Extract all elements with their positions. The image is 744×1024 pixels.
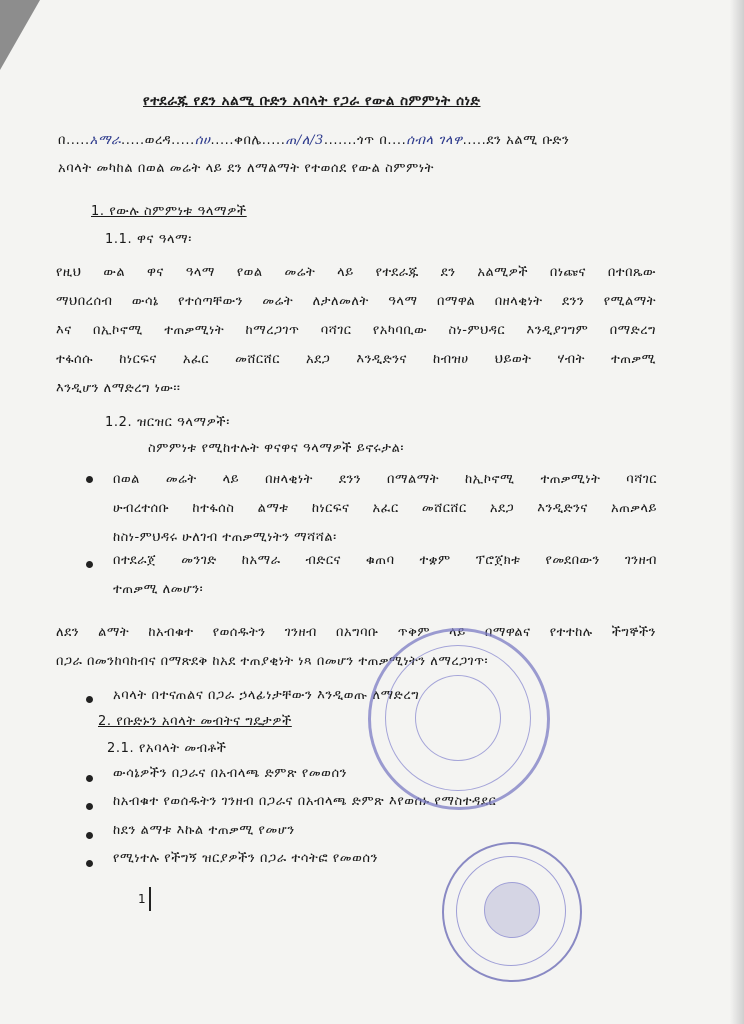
paragraph-line: ማህበረሰብ ውሳኔ የተሰጣቸውን መሬት ለታለመለት ዓላማ በማዋል በዘላቂነት ደንን የሚልማት (56, 294, 656, 309)
rights-item: ከአብቁተ የወሰዱትን ገንዘብ በጋራና በአብላጫ ድምጽ እየወሰኑ የማስተዳደር (113, 794, 497, 809)
bullet-line: ተጠቃሚ ለመሆን፡ (113, 582, 204, 597)
section-2-1-heading: 2.1. የአባላት መብቶች (107, 741, 227, 756)
bullet-dot (86, 561, 93, 568)
rights-item: ከደን ልማቱ እኩል ተጠቃሚ የመሆን (113, 823, 295, 838)
official-stamp (368, 628, 550, 810)
document-title: የተደራጁ የደን አልሚ ቡድን አባላት የጋራ የውል ስምምነት ሰነድ (143, 93, 481, 109)
bullet-line: ሁብረተሰቡ ከተፋሰስ ልማቱ ከነርፍና አፈር መሸርሸር አደጋ እንዲድንና አጠቃላይ (113, 501, 657, 516)
rights-item: የሚነተሉ የችግኝ ዝርያዎችን በጋራ ተሳትፎ የመወሰን (113, 851, 379, 866)
section-1-2-heading: 1.2. ዝርዝር ዓላማዎች፡ (105, 415, 230, 430)
bullet-item (113, 465, 657, 552)
page-number: 1 (138, 892, 146, 906)
paragraph-line: የዚህ ውል ዋና ዓላማ የወል መሬት ላይ የተደራጁ ደን አልሚዎች በነጩና በተበጼው (56, 265, 656, 280)
intro-text: ጎጥ በ (357, 133, 388, 148)
paragraph-line: እንዲሆን ለማድረግ ነው፡፡ (56, 381, 181, 396)
bullet-line: ከስነ-ምህዳሩ ሁለገብ ተጠቃሚነትን ማሻሻል፡ (113, 530, 337, 545)
paragraph-line: እና በኢኮኖሚ ተጠቃሚነት ከማረጋገጥ ባሻገር የአካባቢው ስነ-ምህዳር እንዲያገግም በማድረግ (56, 323, 656, 338)
bullet-dot (86, 803, 93, 810)
group-seal (442, 842, 582, 982)
bullet-line: በወል መሬት ላይ በዘላቂነት ደንን በማልማት ከኢኮኖሚ ተጠቃሚነት ባሻገር (113, 472, 657, 487)
intro-line-2: አባላት መካከል በወል መሬት ላይ ደን ለማልማት የተወሰደ የውል ስምምነት (58, 161, 435, 176)
section-1-1-heading: 1.1. ዋና ዓላማ፡ (105, 232, 192, 247)
bullet-dot (86, 860, 93, 867)
bullet-dot (86, 832, 93, 839)
section-2-heading: 2. የቡድኑን አባላት መብትና ግዴታዎች (98, 714, 292, 729)
intro-text: በ (58, 133, 67, 148)
page-edge (730, 0, 744, 1024)
woreda-fill: ሰሀ (194, 133, 211, 148)
bullet-line: በተደራጀ መንገድ ከአማራ ብድርና ቁጠባ ተቋም ፕሮጀክቱ የመደበውን ገንዘብ (113, 553, 657, 568)
section-1-2-intro: ስምምነቱ የሚከተሉት ዋናዋና ዓላማዎች ይኖሩታል፡ (148, 441, 405, 456)
intro-text: ቀበሌ (234, 133, 262, 148)
group-fill: ሰብላ ገላዋ (406, 133, 463, 148)
rights-item: ውሳኔዎችን በጋራና በአብላጫ ድምጽ የመወሰን (113, 766, 348, 781)
paragraph-line: በጋራ በመንከባከብና በማጽደቅ ከአደ ተጠያቂነት ነጻ በመሆን ተጠቃሚነትን ለማረጋገጥ፡ (56, 654, 489, 669)
intro-text: ደን አልሚ ቡድን (486, 133, 570, 148)
kebele-fill: ጠ/ለ/3 (285, 133, 324, 148)
paragraph-loan-use (56, 618, 656, 676)
section-1-heading: 1. የውሉ ስምምነቱ ዓላማዎች (91, 204, 247, 219)
intro-line-1: በ.....አማራ.....ወረዳ.....ሰሀ.....ቀበሌ.....ጠ/ለ/3.......ጎጥ በ....ሰብላ ገላዋ.....ደን አልሚ ቡድን (58, 133, 570, 148)
page-number-mark (149, 887, 151, 911)
bullet-item: አባላት በተናጠልና በጋራ ኃላፊነታቸውን እንዲወጡ ለማድረግ (113, 688, 420, 703)
paragraph-line: ለደን ልማት ከአብቁተ የወሰዱትን ገንዘብ በአግባቡ ጥቅም ላይ በማዋልና የተተከሉ ችግኞችን (56, 625, 656, 640)
bullet-dot (86, 476, 93, 483)
bullet-dot (86, 775, 93, 782)
paragraph-line: ተፋሰሱ ከነርፍና አፈር መሸርሸር አደጋ እንዲድንና ከብዝሀ ህይወት ሃብት ተጠቃሚ (56, 352, 656, 367)
page-fold-shadow (0, 0, 40, 70)
paragraph-main-objective (56, 258, 656, 403)
bullet-dot (86, 696, 93, 703)
intro-text: ወረዳ (144, 133, 172, 148)
bullet-item (113, 546, 657, 604)
region-fill: አማራ (89, 133, 122, 148)
